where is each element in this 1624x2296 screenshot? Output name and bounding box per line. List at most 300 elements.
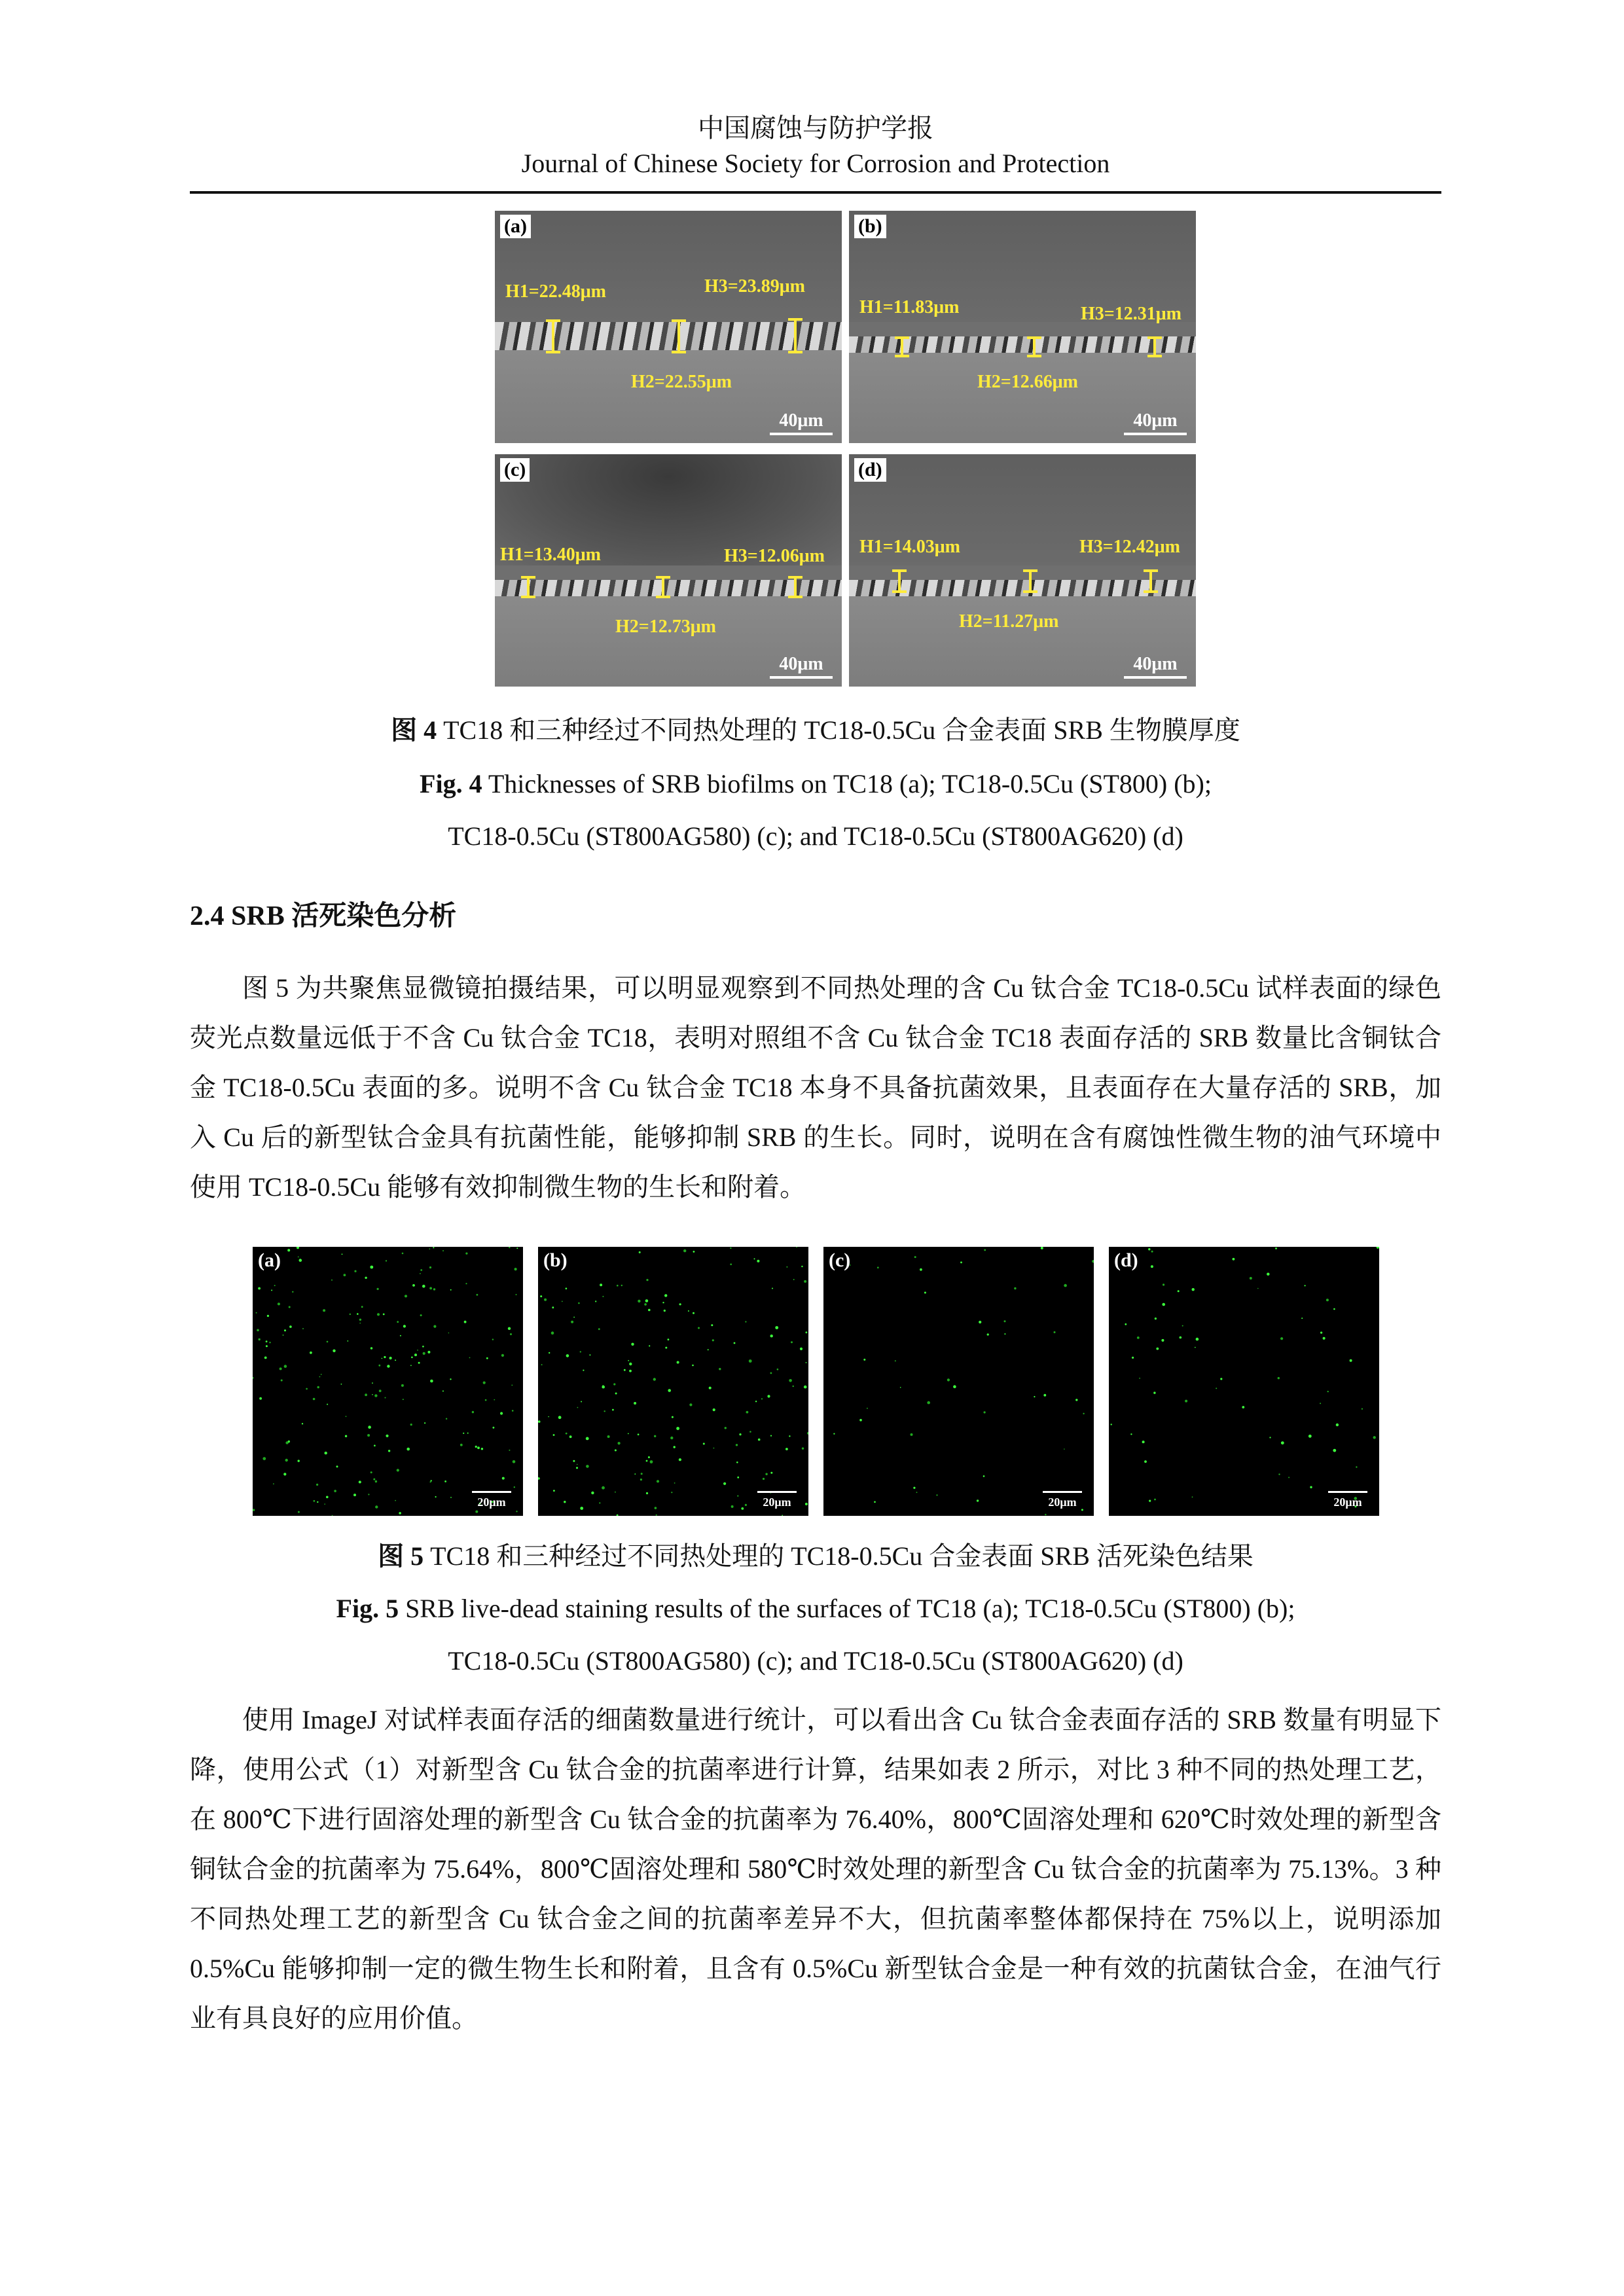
figure4-caption-en-2: TC18-0.5Cu (ST800AG580) (c); and TC18-0.5Cu (ST800AG620) (d) (448, 821, 1183, 851)
fluorescence-spot (538, 1420, 541, 1423)
thickness-h2: H2=22.55μm (631, 372, 732, 392)
fluorescence-spot (674, 1482, 676, 1484)
fluorescence-spot (465, 1253, 467, 1255)
fluorescence-spot (278, 1302, 280, 1305)
fluorescence-spot (1132, 1357, 1134, 1359)
fluorescence-spot (350, 1314, 351, 1315)
fluorescence-spot (1054, 1331, 1056, 1333)
fluorescence-spot (770, 1435, 772, 1437)
fluorescence-spot (599, 1502, 600, 1503)
fluorescence-spot (549, 1352, 550, 1354)
fluorescence-spot (502, 1477, 505, 1480)
fluorescence-spot (271, 1289, 272, 1291)
fluorescence-spot (1310, 1486, 1312, 1488)
fluorescence-spot (1151, 1265, 1153, 1268)
fluorescence-spot (913, 1487, 915, 1489)
fluorescence-image (538, 1247, 808, 1516)
fluorescence-spot (316, 1484, 318, 1486)
fluorescence-spot (450, 1378, 451, 1380)
fluorescence-spot (1377, 1247, 1379, 1249)
measure-marker (892, 569, 907, 593)
fluorescence-spot (577, 1407, 579, 1408)
fluorescence-spot (977, 1499, 979, 1501)
thickness-h2: H2=12.66μm (977, 372, 1078, 392)
fluorescence-spot (297, 1247, 299, 1249)
fluorescence-spot (804, 1386, 807, 1389)
journal-title-cn: 中国腐蚀与防护学报 (698, 113, 933, 143)
fluorescence-spot (730, 1263, 732, 1265)
fluorescence-spot (299, 1259, 302, 1262)
fluorescence-spot (617, 1285, 619, 1287)
fluorescence-spot (577, 1464, 578, 1465)
fluorescence-spot (789, 1435, 790, 1437)
fluorescence-spot (576, 1467, 578, 1469)
fluorescence-spot (1130, 1433, 1132, 1435)
fluorescence-spot (786, 1266, 787, 1268)
fluorescence-spot (469, 1357, 471, 1359)
fluorescence-spot (403, 1325, 406, 1327)
fluorescence-spot (553, 1434, 555, 1436)
running-header (190, 111, 1441, 182)
fluorescence-spot (359, 1480, 361, 1483)
fluorescence-spot (494, 1399, 495, 1401)
figure4-panel-c (495, 454, 842, 687)
measure-marker (656, 576, 670, 598)
fluorescence-spot (595, 1300, 596, 1302)
fluorescence-spot (283, 1335, 284, 1336)
scale-bar: 20μm (757, 1491, 797, 1509)
fluorescence-spot (1192, 1288, 1195, 1291)
fluorescence-spot (1137, 1336, 1140, 1339)
fluorescence-spot (640, 1479, 642, 1480)
fluorescence-spot (383, 1314, 385, 1316)
fluorescence-spot (583, 1370, 584, 1371)
fluorescence-spot (386, 1435, 388, 1437)
fluorescence-spot (725, 1427, 727, 1429)
fluorescence-spot (332, 1515, 333, 1516)
fluorescence-spot (648, 1309, 651, 1312)
fluorescence-spot (566, 1433, 568, 1435)
fluorescence-spot (615, 1492, 616, 1493)
measure-marker (521, 576, 535, 598)
fluorescence-spot (1373, 1436, 1376, 1439)
fluorescence-spot (386, 1260, 387, 1261)
fluorescence-spot (641, 1473, 643, 1475)
measure-marker (672, 319, 686, 353)
figure4-caption-cn: 图 4 TC18 和三种经过不同热处理的 TC18-0.5Cu 合金表面 SRB 生物膜厚度 (391, 715, 1240, 745)
body-paragraph-1: 图 5 为共聚焦显微镜拍摄结果，可以明显观察到不同热处理的含 Cu 钛合金 TC18-0.5Cu 试样表面的绿色荧光点数量远低于不含 Cu 钛合金 TC18，表明对照组不含 Cu 钛合金 TC18 表面存活的 SRB 数量比含铜钛合金 TC18-0.5Cu 表面的多。说明不含 Cu 钛合金 TC18 本身不具备抗菌效果，且表面存在大量存活的 SRB，加入 Cu 后的新型钛合金具有抗菌性能，能够抑制 SRB 的生长。同时，说明在含有腐蚀性微生物的油气环境中使用 TC18-0.5Cu 能够有效抑制微生物的生长和附着。 (190, 973, 1441, 1202)
fluorescence-spot (1350, 1359, 1352, 1362)
fluorescence-spot (493, 1427, 495, 1429)
journal-title-en: Journal of Chinese Society for Corrosion and Protection (521, 149, 1110, 178)
figure5-caption-en-2: TC18-0.5Cu (ST800AG580) (c); and TC18-0.5Cu (ST800AG620) (d) (448, 1646, 1183, 1676)
fluorescence-spot (739, 1433, 741, 1435)
fluorescence-spot (914, 1256, 916, 1258)
thickness-h1: H1=11.83μm (859, 297, 960, 317)
thickness-h3: H3=12.06μm (724, 546, 825, 566)
fluorescence-spot (414, 1354, 417, 1356)
fluorescence-spot (1257, 1288, 1259, 1289)
fluorescence-spot (397, 1321, 399, 1323)
fluorescence-spot (1308, 1435, 1312, 1438)
fluorescence-spot (578, 1302, 580, 1304)
fluorescence-spot (805, 1503, 808, 1505)
fluorescence-spot (420, 1269, 422, 1271)
panel-label: (d) (854, 458, 886, 482)
fluorescence-spot (321, 1374, 322, 1375)
figure5-caption-en-1: Fig. 5 SRB live-dead staining results of the surfaces of TC18 (a); TC18-0.5Cu (ST800) (b); (336, 1594, 1295, 1623)
fluorescence-spot (1004, 1320, 1006, 1322)
fluorescence-spot (693, 1312, 695, 1314)
fluorescence-spot (1148, 1248, 1150, 1250)
fluorescence-spot (422, 1346, 424, 1348)
fluorescence-spot (511, 1385, 513, 1386)
panel-label: (c) (829, 1249, 851, 1271)
fluorescence-spot (1139, 1378, 1140, 1379)
fluorescence-spot (411, 1357, 413, 1359)
fluorescence-spot (345, 1435, 347, 1437)
fluorescence-spot (785, 1448, 788, 1450)
fluorescence-spot (333, 1350, 335, 1352)
fluorescence-spot (770, 1372, 772, 1374)
fluorescence-spot (354, 1270, 356, 1272)
fluorescence-spot (664, 1310, 666, 1312)
fluorescence-spot (370, 1347, 372, 1349)
fluorescence-spot (631, 1343, 634, 1346)
fluorescence-spot (1305, 1285, 1306, 1286)
fluorescence-spot (745, 1504, 747, 1506)
scale-bar: 40μm (1124, 410, 1187, 435)
section-heading: 2.4 SRB 活死染色分析 (190, 901, 457, 931)
thickness-h1: H1=13.40μm (500, 545, 601, 565)
fluorescence-spot (256, 1312, 257, 1314)
fluorescence-spot (365, 1277, 367, 1279)
fluorescence-spot (259, 1397, 262, 1400)
fluorescence-spot (734, 1342, 736, 1344)
fluorescence-spot (558, 1416, 562, 1419)
fluorescence-spot (1154, 1499, 1156, 1501)
fluorescence-spot (656, 1515, 657, 1516)
fluorescence-spot (806, 1331, 808, 1333)
scale-bar: 20μm (1328, 1491, 1367, 1509)
fluorescence-spot (389, 1357, 392, 1359)
fluorescence-spot (1178, 1290, 1180, 1292)
measure-marker (788, 318, 803, 353)
fluorescence-spot (327, 1404, 328, 1405)
fluorescence-spot (1162, 1303, 1165, 1306)
fluorescence-spot (1075, 1399, 1077, 1401)
panel-label: (a) (258, 1249, 281, 1271)
fluorescence-spot (674, 1446, 676, 1448)
fluorescence-spot (638, 1300, 640, 1302)
fluorescence-spot (580, 1351, 581, 1352)
fluorescence-spot (646, 1279, 648, 1281)
fluorescence-spot (916, 1492, 918, 1493)
fluorescence-spot (516, 1294, 517, 1295)
fluorescence-spot (365, 1393, 367, 1396)
fluorescence-spot (1336, 1424, 1339, 1426)
fluorescence-spot (418, 1362, 420, 1364)
fluorescence-spot (789, 1379, 792, 1382)
fluorescence-spot (346, 1416, 347, 1417)
fluorescence-spot (267, 1315, 269, 1317)
fluorescence-spot (648, 1456, 650, 1458)
fluorescence-spot (1356, 1466, 1357, 1467)
fluorescence-spot (512, 1410, 514, 1412)
fluorescence-spot (741, 1507, 744, 1510)
fluorescence-spot (749, 1431, 751, 1433)
fluorescence-spot (273, 1483, 274, 1484)
fluorescence-spot (600, 1283, 602, 1286)
fluorescence-spot (370, 1471, 372, 1473)
fluorescence-spot (767, 1395, 770, 1397)
fluorescence-spot (877, 1266, 879, 1268)
fluorescence-spot (693, 1251, 695, 1253)
fluorescence-spot (645, 1299, 649, 1302)
fluorescence-spot (382, 1358, 383, 1359)
fluorescence-spot (911, 1433, 913, 1436)
fluorescence-spot (1041, 1247, 1043, 1249)
fluorescence-spot (375, 1505, 378, 1508)
fluorescence-spot (410, 1365, 412, 1366)
fluorescence-spot (679, 1458, 681, 1461)
fluorescence-spot (984, 1249, 986, 1251)
fluorescence-spot (573, 1317, 575, 1318)
fluorescence-spot (1220, 1378, 1222, 1380)
fluorescence-spot (486, 1357, 488, 1359)
panel-label: (b) (854, 215, 886, 238)
measure-marker (1147, 336, 1162, 357)
fluorescence-spot (541, 1364, 543, 1365)
fluorescence-spot (331, 1280, 333, 1281)
fluorescence-spot (442, 1390, 444, 1391)
fluorescence-spot (953, 1385, 956, 1388)
fluorescence-spot (501, 1354, 504, 1357)
fluorescence-spot (430, 1481, 431, 1482)
fluorescence-spot (1156, 1348, 1159, 1350)
fluorescence-spot (367, 1434, 370, 1437)
fluorescence-spot (634, 1473, 636, 1475)
fluorescence-spot (639, 1251, 641, 1253)
fluorescence-spot (628, 1360, 629, 1361)
thickness-h3: H3=23.89μm (704, 276, 805, 296)
figure5-panel-d (1109, 1247, 1379, 1516)
fluorescence-spot (802, 1447, 804, 1449)
fluorescence-spot (566, 1287, 568, 1289)
fluorescence-spot (1142, 1441, 1145, 1443)
fluorescence-spot (646, 1460, 648, 1462)
fluorescence-spot (621, 1285, 623, 1286)
fluorescence-spot (617, 1515, 619, 1516)
fluorescence-spot (723, 1482, 726, 1485)
fluorescence-spot (387, 1365, 389, 1367)
fluorescence-spot (1045, 1514, 1046, 1515)
fluorescence-spot (1275, 1247, 1277, 1249)
fluorescence-spot (920, 1268, 922, 1271)
fluorescence-spot (807, 1432, 808, 1435)
figure4-caption-en-1: Fig. 4 Thicknesses of SRB biofilms on TC18 (a); TC18-0.5Cu (ST800) (b); (420, 769, 1212, 798)
fluorescence-spot (571, 1321, 573, 1323)
fluorescence-spot (1092, 1260, 1094, 1263)
fluorescence-spot (326, 1496, 329, 1499)
fluorescence-spot (1125, 1323, 1127, 1325)
fluorescence-spot (510, 1333, 512, 1335)
thickness-h3: H3=12.31μm (1081, 304, 1182, 324)
fluorescence-spot (634, 1402, 636, 1405)
fluorescence-spot (708, 1349, 709, 1350)
fluorescence-spot (668, 1389, 671, 1392)
fluorescence-spot (1083, 1413, 1084, 1414)
fluorescence-spot (683, 1249, 686, 1252)
fluorescence-spot (402, 1253, 404, 1255)
fluorescence-spot (551, 1331, 554, 1335)
fluorescence-spot (372, 1394, 373, 1395)
fluorescence-spot (375, 1480, 377, 1482)
fluorescence-image (253, 1247, 523, 1516)
fluorescence-spot (442, 1250, 444, 1251)
fluorescence-spot (1242, 1406, 1244, 1408)
fluorescence-spot (334, 1490, 336, 1492)
fluorescence-spot (763, 1478, 765, 1480)
fluorescence-spot (615, 1449, 617, 1451)
fluorescence-spot (509, 1450, 510, 1451)
fluorescence-spot (586, 1465, 589, 1468)
fluorescence-spot (649, 1345, 650, 1346)
fluorescence-spot (1151, 1251, 1153, 1253)
fluorescence-spot (483, 1382, 486, 1384)
fluorescence-spot (586, 1437, 589, 1441)
fluorescence-spot (401, 1384, 404, 1387)
fluorescence-spot (379, 1390, 382, 1392)
fluorescence-spot (657, 1480, 659, 1482)
fluorescence-spot (859, 1419, 862, 1422)
figure5-panel-c (823, 1247, 1094, 1516)
fluorescence-spot (1288, 1477, 1290, 1478)
fluorescence-spot (646, 1492, 648, 1494)
fluorescence-spot (960, 1261, 962, 1263)
scale-bar: 20μm (1043, 1491, 1082, 1509)
fluorescence-spot (388, 1450, 390, 1452)
fluorescence-spot (444, 1480, 446, 1482)
fluorescence-spot (448, 1333, 450, 1334)
fluorescence-spot (703, 1443, 705, 1444)
fluorescence-spot (770, 1472, 772, 1474)
fluorescence-spot (292, 1291, 293, 1293)
fluorescence-spot (298, 1511, 300, 1513)
fluorescence-spot (378, 1365, 380, 1367)
figure4-panel-b (849, 211, 1196, 443)
fluorescence-spot (319, 1376, 321, 1378)
fluorescence-spot (327, 1341, 329, 1343)
fluorescence-spot (347, 1340, 348, 1342)
fluorescence-spot (895, 1360, 896, 1361)
fluorescence-spot (266, 1340, 268, 1342)
fluorescence-spot (1301, 1318, 1303, 1319)
fluorescence-spot (562, 1301, 563, 1302)
fluorescence-spot (377, 1288, 379, 1290)
fluorescence-spot (284, 1365, 287, 1368)
fluorescence-spot (395, 1359, 396, 1361)
fluorescence-spot (477, 1294, 478, 1296)
fluorescence-spot (698, 1327, 700, 1329)
fluorescence-spot (737, 1496, 738, 1497)
fluorescence-spot (581, 1401, 582, 1403)
fluorescence-spot (1195, 1347, 1196, 1348)
fluorescence-spot (370, 1266, 373, 1269)
fluorescence-spot (1163, 1283, 1164, 1285)
fluorescence-spot (757, 1260, 759, 1263)
fluorescence-spot (874, 1501, 876, 1503)
fluorescence-spot (711, 1324, 713, 1326)
fluorescence-spot (253, 1509, 255, 1511)
fluorescence-spot (628, 1433, 629, 1435)
fluorescence-spot (618, 1442, 621, 1444)
fluorescence-spot (1269, 1437, 1271, 1438)
measure-marker (1144, 569, 1158, 593)
fluorescence-spot (863, 1359, 865, 1361)
fluorescence-spot (317, 1386, 319, 1388)
fluorescence-spot (1004, 1333, 1005, 1335)
fluorescence-spot (1155, 1318, 1157, 1319)
fluorescence-spot (289, 1306, 291, 1308)
fluorescence-spot (374, 1394, 377, 1397)
fluorescence-spot (713, 1448, 715, 1449)
fluorescence-spot (400, 1335, 401, 1336)
fluorescence-spot (591, 1492, 594, 1494)
fluorescence-spot (746, 1411, 749, 1414)
fluorescence-spot (450, 1289, 452, 1291)
fluorescence-spot (465, 1283, 467, 1284)
figure5-caption-cn: 图 5 TC18 和三种经过不同热处理的 TC18-0.5Cu 合金表面 SRB 活死染色结果 (378, 1541, 1254, 1571)
fluorescence-spot (1216, 1388, 1217, 1389)
fluorescence-spot (900, 1387, 901, 1388)
fluorescence-spot (429, 1266, 431, 1268)
fluorescence-image (1109, 1247, 1379, 1516)
fluorescence-spot (516, 1247, 518, 1249)
fluorescence-spot (833, 1433, 835, 1435)
fluorescence-spot (433, 1325, 436, 1328)
fluorescence-spot (564, 1501, 566, 1503)
fluorescence-spot (341, 1384, 342, 1385)
fluorescence-spot (433, 1288, 435, 1290)
fluorescence-spot (713, 1408, 715, 1411)
panel-label: (a) (500, 215, 531, 238)
fluorescence-spot (374, 1444, 376, 1446)
fluorescence-spot (412, 1284, 415, 1287)
fluorescence-spot (758, 1439, 761, 1441)
fluorescence-image (823, 1247, 1094, 1516)
fluorescence-spot (1149, 1500, 1151, 1502)
thickness-h2: H2=12.73μm (615, 617, 716, 637)
fluorescence-spot (1326, 1299, 1329, 1301)
fluorescence-spot (298, 1257, 299, 1258)
fluorescence-spot (730, 1247, 731, 1249)
fluorescence-spot (806, 1362, 807, 1363)
thickness-h1: H1=22.48μm (505, 281, 606, 302)
fluorescence-spot (475, 1511, 478, 1513)
fluorescence-spot (313, 1398, 316, 1401)
fluorescence-spot (310, 1352, 312, 1354)
fluorescence-spot (485, 1399, 487, 1401)
fluorescence-spot (259, 1338, 261, 1340)
fluorescence-spot (513, 1460, 516, 1463)
fluorescence-spot (655, 1507, 657, 1509)
fluorescence-spot (357, 1313, 359, 1315)
panel-label: (b) (543, 1249, 568, 1271)
fluorescence-spot (924, 1292, 926, 1294)
fluorescence-spot (266, 1345, 268, 1347)
fluorescence-spot (417, 1350, 418, 1351)
